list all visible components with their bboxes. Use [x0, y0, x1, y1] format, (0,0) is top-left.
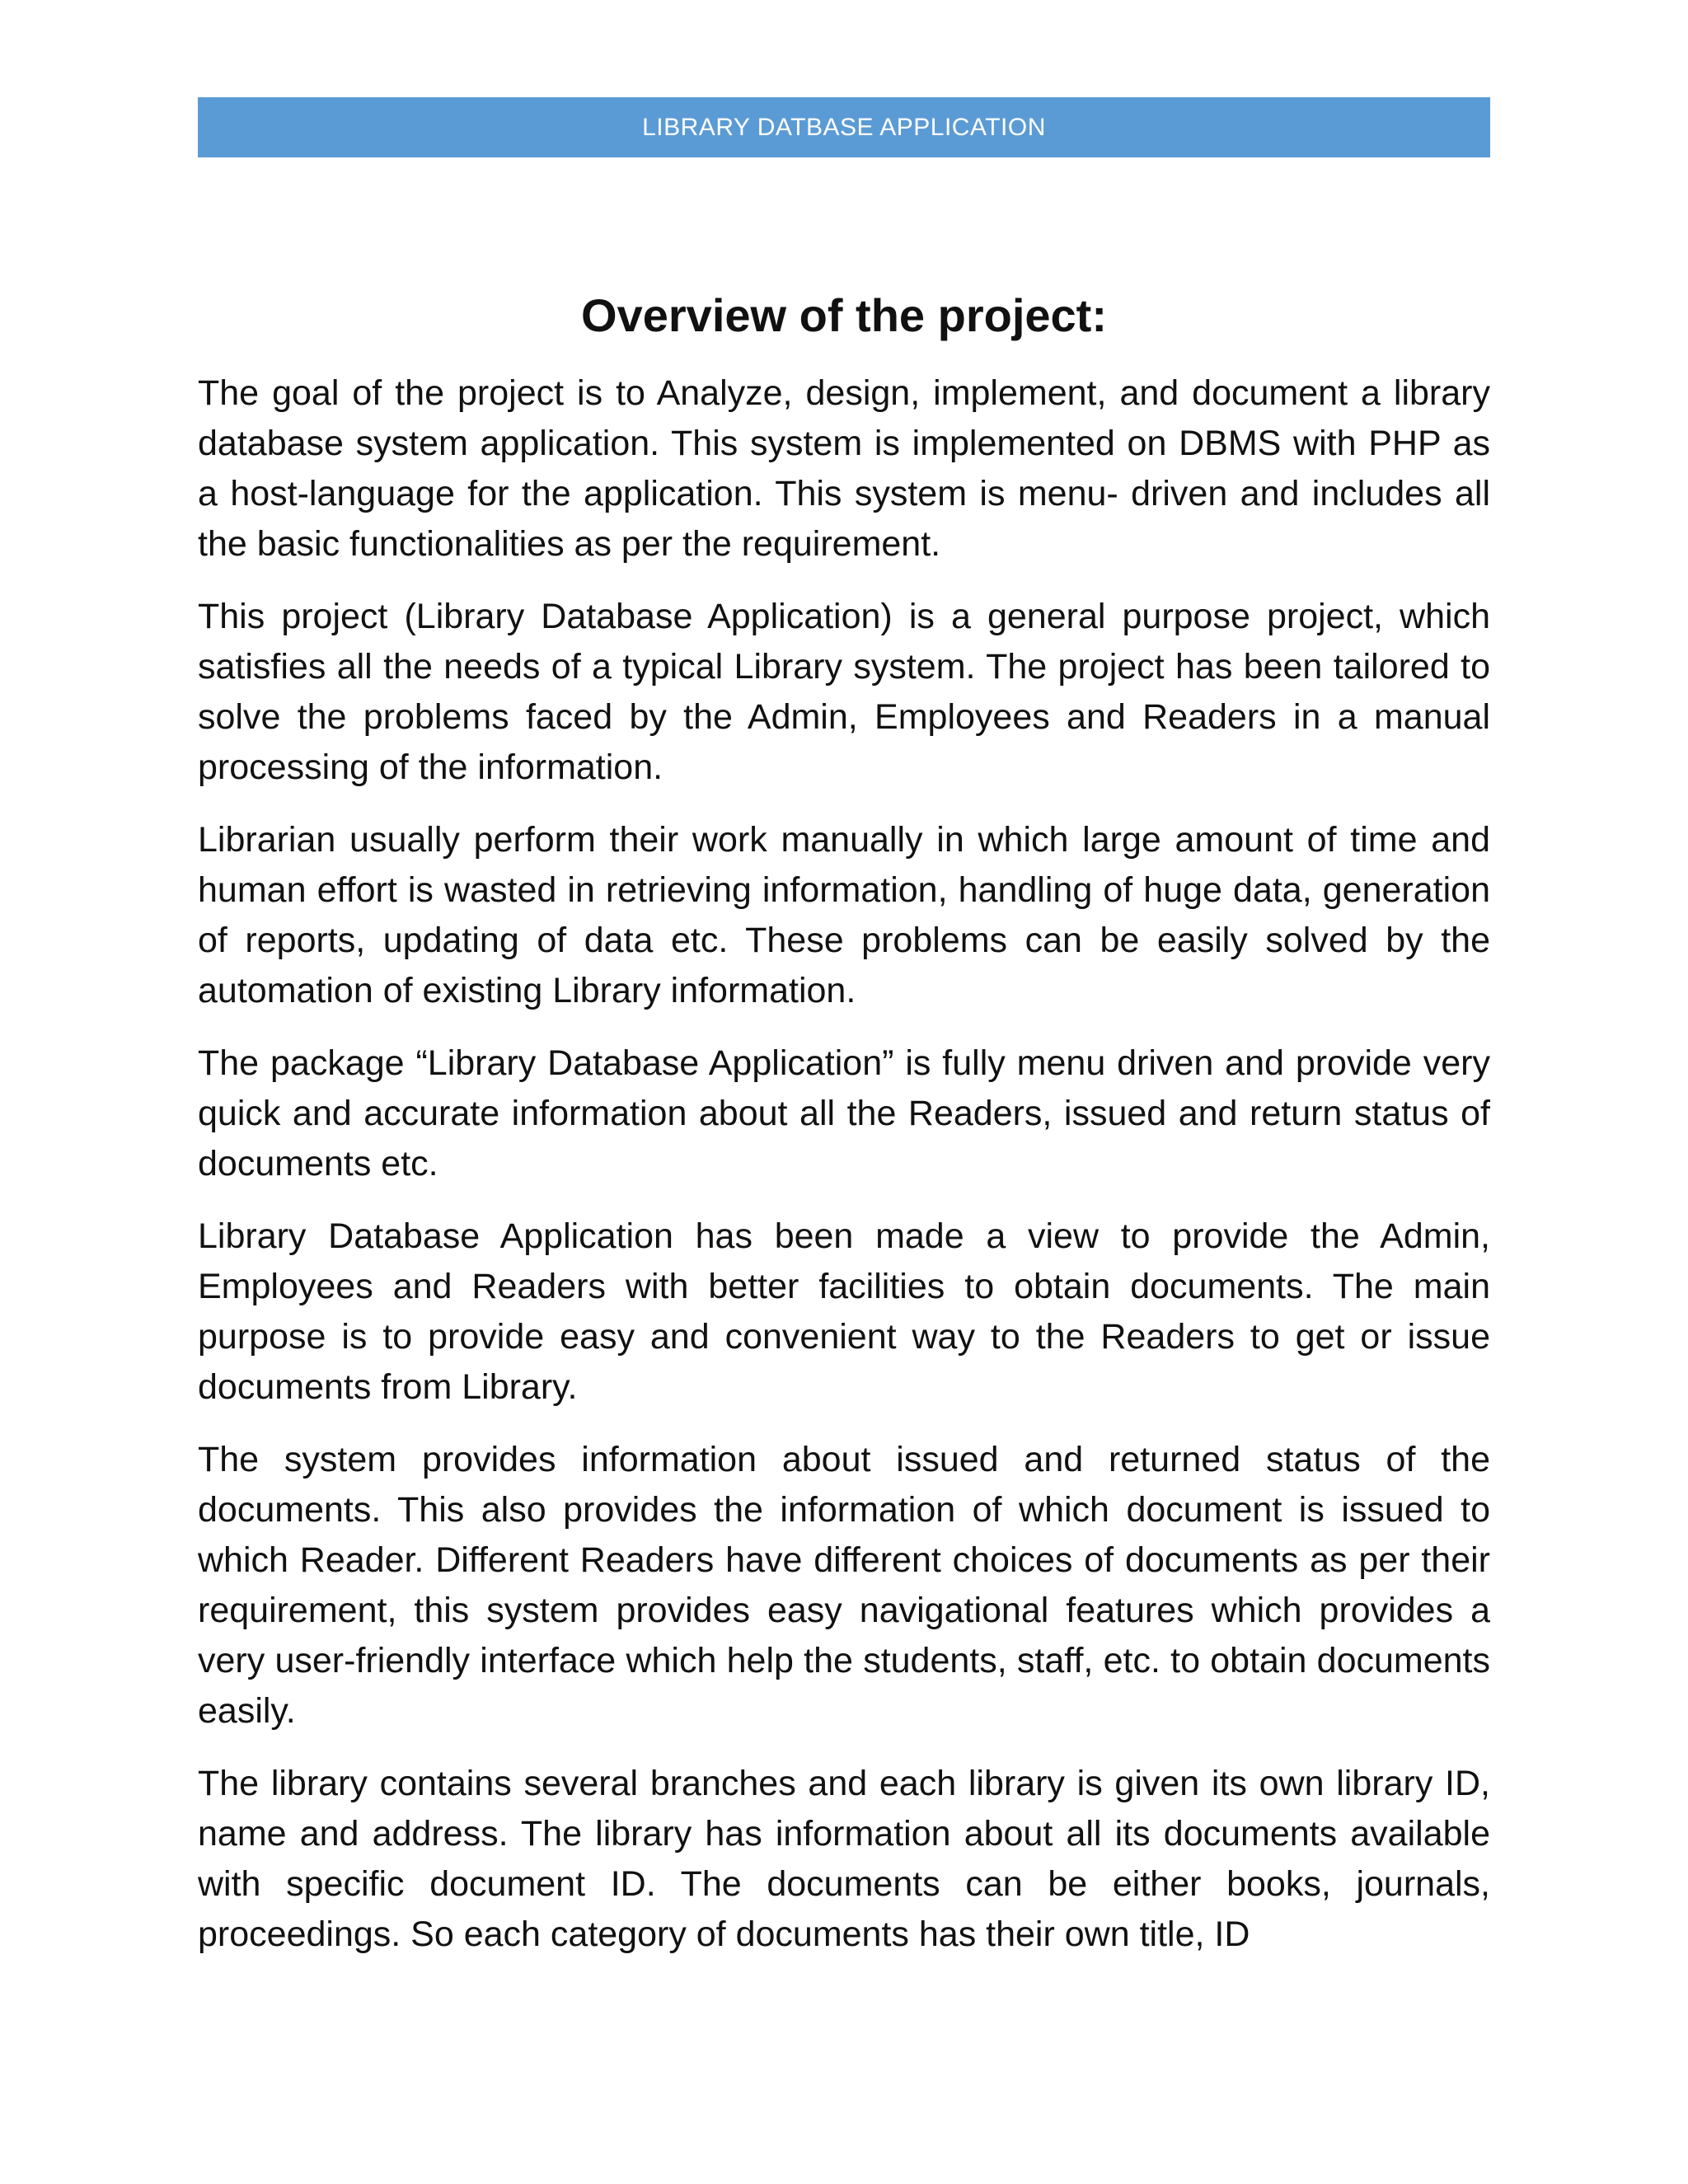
header-title: LIBRARY DATBASE APPLICATION — [642, 113, 1046, 141]
paragraph-5: Library Database Application has been made a view to provide the Admin, Employees and Readers with better facilities to obtain documents. The main purpose is to provide easy and convenient way to the Readers to get or issue documents from Library. — [198, 1216, 1490, 1407]
paragraph-4: The package “Library Database Application” is fully menu driven and provide very quick and accurate information about all the Readers, issued and return status of documents etc. — [198, 1043, 1490, 1183]
document-body — [198, 368, 1490, 1982]
paragraph-7: The library contains several branches and each library is given its own library ID, name and address. The library has information about all its documents available with specific document ID. The documents can be either books, journals, proceedings. So each category of documents has their own title, ID — [198, 1764, 1490, 1954]
paragraph-2: This project (Library Database Application) is a general purpose project, which satisfies all the needs of a typical Library system. The project has been tailored to solve the problems faced by the Admin, Employees and Readers in a manual processing of the information. — [198, 597, 1490, 787]
header-bar — [198, 97, 1490, 157]
paragraph-6: The system provides information about issued and returned status of the documents. This also provides the information of which document is issued to which Reader. Different Readers have different choices of documents as per their requirement, this system provides easy navigational features which provides a very user-friendly interface which help the students, staff, etc. to obtain documents easily. — [198, 1440, 1490, 1731]
page-title: Overview of the project: — [581, 289, 1107, 341]
paragraph-3: Librarian usually perform their work manually in which large amount of time and human effort is wasted in retrieving information, handling of huge data, generation of reports, updating of data etc. These problems can be easily solved by the automation of existing Library information. — [198, 820, 1490, 1010]
paragraph-1: The goal of the project is to Analyze, design, implement, and document a library database system application. This system is implemented on DBMS with PHP as a host-language for the application. This system is menu- driven and includes all the basic functionalities as per the requirement. — [198, 373, 1490, 564]
